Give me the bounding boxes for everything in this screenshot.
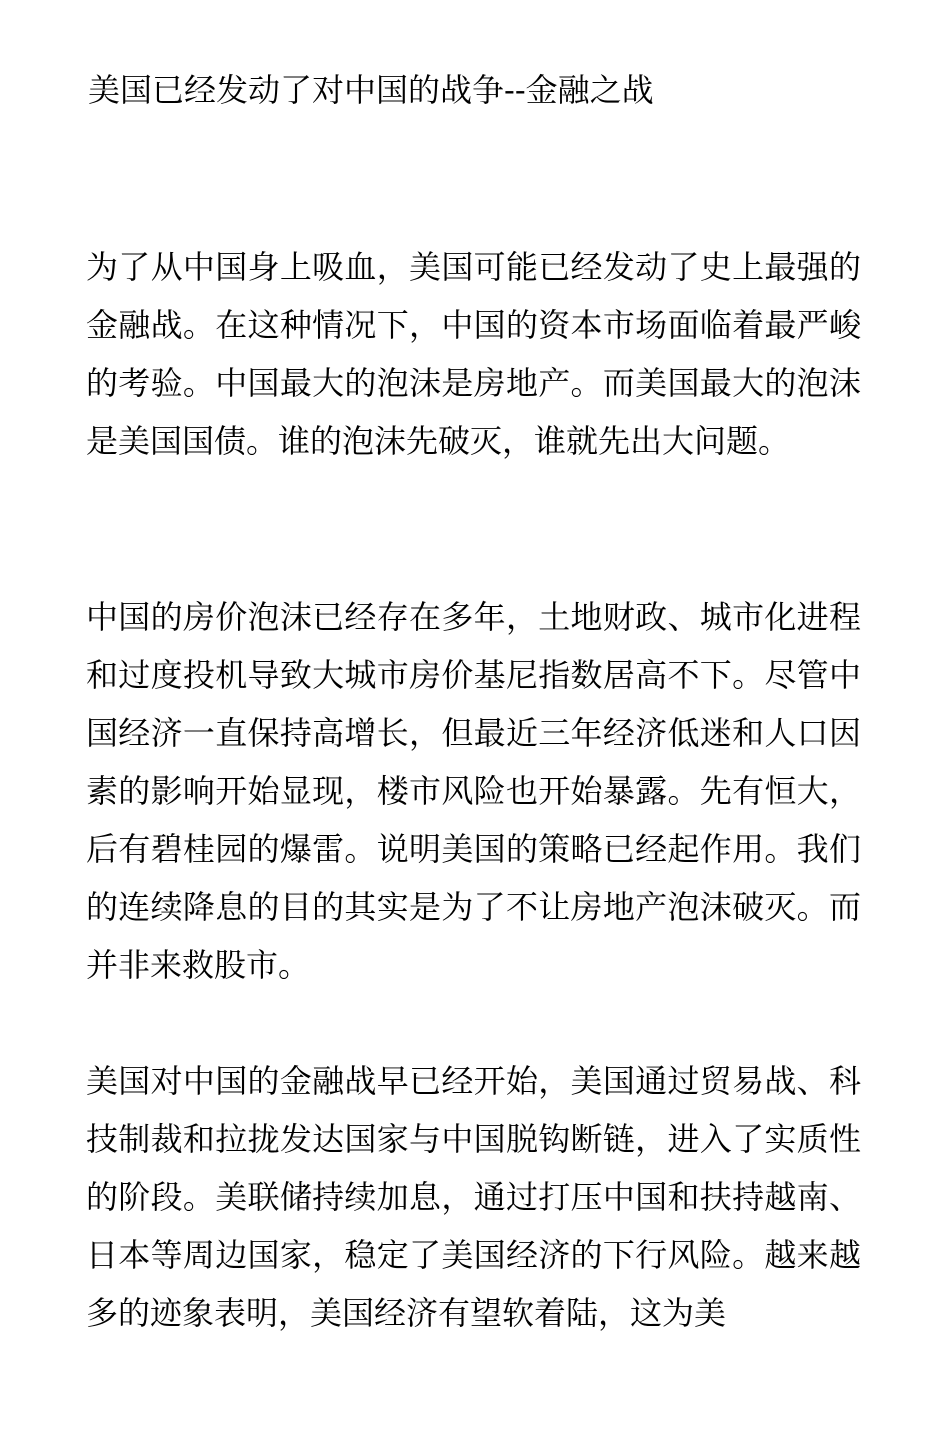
document-title: 美国已经发动了对中国的战争--金融之战	[88, 71, 654, 109]
paragraph-2: 中国的房价泡沫已经存在多年，土地财政、城市化进程和过度投机导致大城市房价基尼指数居高不下。尽管中国经济一直保持高增长，但最近三年经济低迷和人口因素的影响开始显现，楼市风险也开始暴露。先有恒大，后有碧桂园的爆雷。说明美国的策略已经起作用。我们的连续降息的目的其实是为了不让房地产泡沫破灭。而并非来救股市。	[86, 598, 861, 984]
paragraph-3: 美国对中国的金融战早已经开始，美国通过贸易战、科技制裁和拉拢发达国家与中国脱钩断链，进入了实质性的阶段。美联储持续加息，通过打压中国和扶持越南、日本等周边国家，稳定了美国经济的下行风险。越来越多的迹象表明，美国经济有望软着陆，这为美	[86, 1062, 861, 1332]
paragraph-1: 为了从中国身上吸血，美国可能已经发动了史上最强的金融战。在这种情况下，中国的资本市场面临着最严峻的考验。中国最大的泡沫是房地产。而美国最大的泡沫是美国国债。谁的泡沫先破灭，谁就先出大问题。	[86, 248, 861, 460]
